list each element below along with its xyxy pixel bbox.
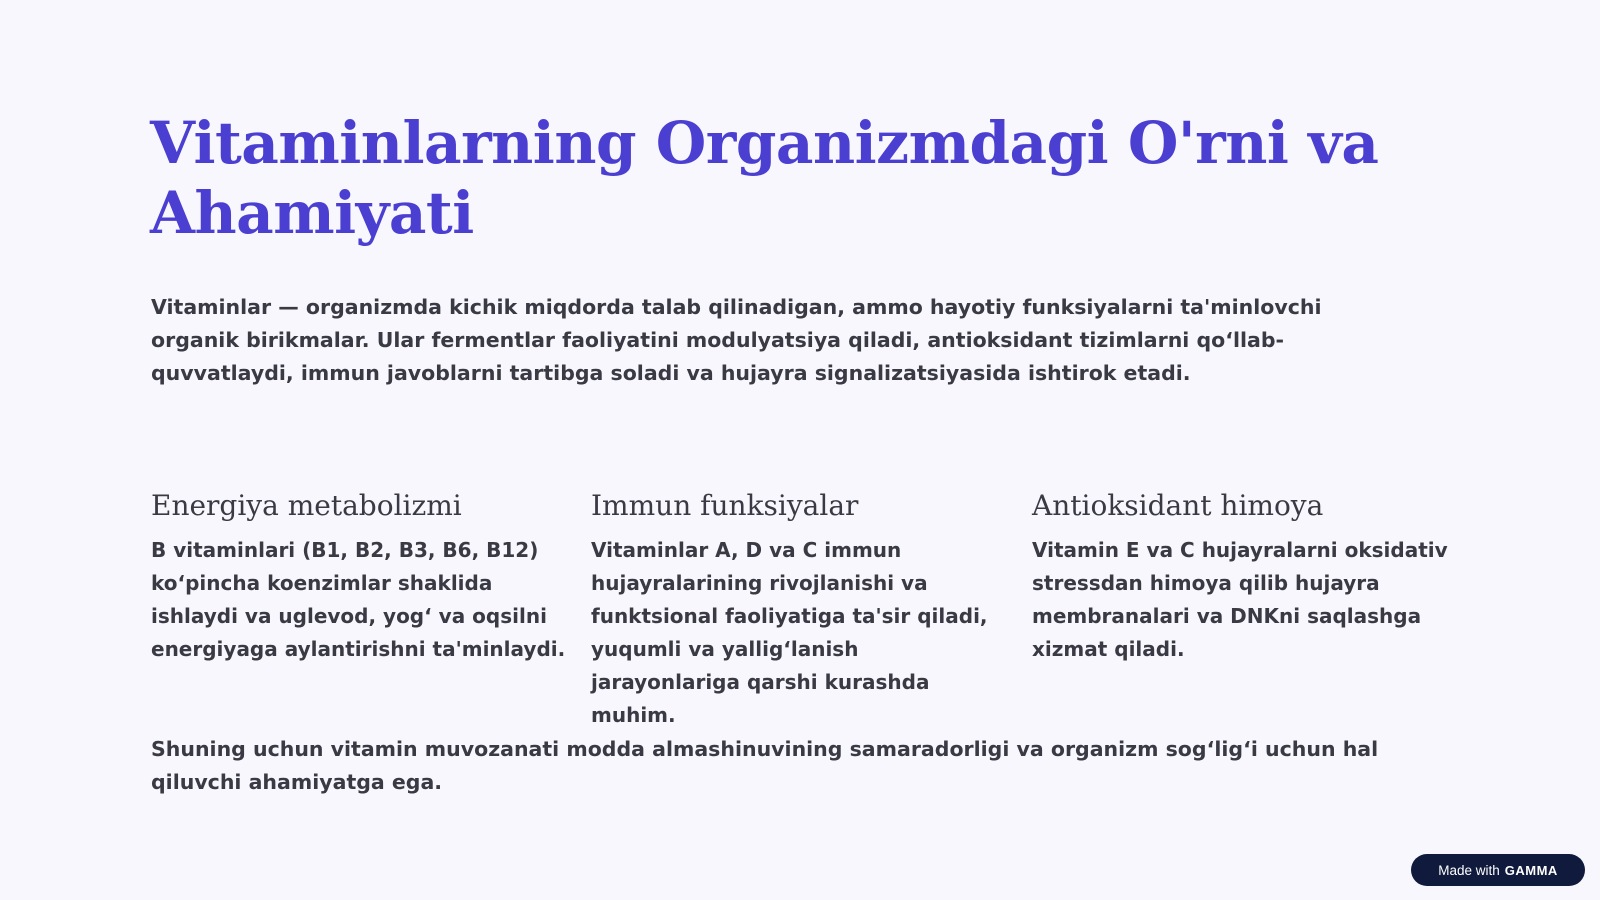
column-body: Vitamin E va C hujayralarni oksidativ stressdan himoya qilib hujayra membranalari va DNKni saqlashga xizmat qiladi. [1032, 538, 1448, 661]
column-body: B vitaminlari (B1, B2, B3, B6, B12) ko‘pincha koenzimlar shaklida ishlaydi va uglevod, yog‘ va oqsilni energiyaga aylantirishni ta'minlaydi. [151, 538, 566, 661]
gamma-logo: GAMMA [1504, 862, 1558, 878]
column-heading: Antioksidant himoya [1032, 489, 1324, 522]
column-body: Vitaminlar A, D va C immun hujayralarining rivojlanishi va funktsional faoliyatiga ta'sir qiladi, yuqumli va yallig‘lanish jarayonlariga qarshi kurashda muhim. [591, 538, 988, 727]
column-immune-functions [591, 488, 1011, 732]
intro-paragraph: Vitaminlar — organizmda kichik miqdorda talab qilinadigan, ammo hayotiy funksiyalarni ta'minlovchi organik birikmalar. Ular fermentlar faoliyatini modulyatsiya qiladi, antioksidant tizimlarni qo‘llab-quvvatlaydi, immun javoblarni tartibga soladi va hujayra signalizatsiyasida ishtirok etadi. [151, 295, 1322, 385]
column-energy-metabolism [151, 488, 571, 666]
slide-title: Vitaminlarning Organizmdagi O'rni va Ahamiyati [150, 109, 1379, 247]
column-antioxidant-protection [1032, 488, 1452, 666]
column-heading: Immun funksiyalar [591, 489, 859, 522]
made-with-gamma-badge[interactable] [1411, 854, 1585, 886]
feature-columns [151, 488, 1451, 727]
badge-prefix: Made with [1438, 862, 1500, 878]
conclusion-paragraph: Shuning uchun vitamin muvozanati modda almashinuvining samaradorligi va organizm sog‘lig‘i uchun hal qiluvchi ahamiyatga ega. [151, 737, 1379, 794]
column-heading: Energiya metabolizmi [151, 489, 462, 522]
